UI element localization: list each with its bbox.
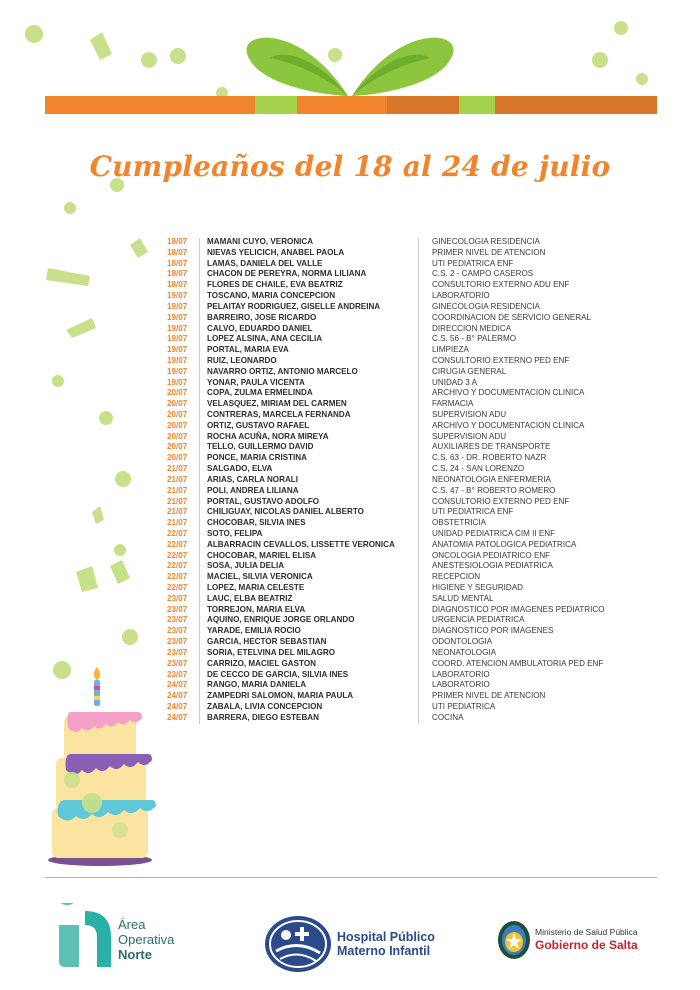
birthday-cake-illustration xyxy=(48,667,156,866)
birthday-date: 19/07 xyxy=(167,291,188,301)
birthday-date: 18/07 xyxy=(167,269,188,279)
service-name: COORDINACION DE SERVICIO GENERAL xyxy=(432,312,592,322)
service-name: LABORATORIO xyxy=(432,669,490,679)
employee-name: NIEVAS YELICICH, ANABEL PAOLA xyxy=(207,247,345,257)
employee-name: CONTRERAS, MARCELA FERNANDA xyxy=(207,410,351,419)
list-item xyxy=(167,464,647,475)
list-item xyxy=(167,475,647,486)
list-item xyxy=(167,237,647,248)
birthday-date: 20/07 xyxy=(167,388,188,398)
birthday-date: 18/07 xyxy=(167,237,188,246)
service-name: HIGIENE Y SEGURIDAD xyxy=(432,583,524,592)
birthday-date: 19/07 xyxy=(167,312,188,322)
list-item xyxy=(167,410,647,421)
service-name: CONSULTORIO EXTERNO PED ENF xyxy=(432,355,570,365)
employee-name: ALBARRACIN CEVALLOS, LISSETTE VERONICA xyxy=(207,539,395,549)
list-item xyxy=(167,648,647,659)
birthday-date: 18/07 xyxy=(167,258,188,268)
list-item xyxy=(167,561,647,572)
birthday-date: 21/07 xyxy=(167,485,188,495)
list-item xyxy=(167,399,647,410)
birthday-date: 19/07 xyxy=(167,345,188,355)
service-name: PRIMER NIVEL DE ATENCION xyxy=(432,691,546,701)
birthday-date: 23/07 xyxy=(167,626,188,636)
employee-name: CHILIGUAY, NICOLAS DANIEL ALBERTO xyxy=(207,507,364,517)
list-item xyxy=(167,713,647,724)
employee-name: SOTO, FELIPA xyxy=(207,528,263,538)
birthday-date: 24/07 xyxy=(167,691,188,701)
service-name: LIMPIEZA xyxy=(432,345,469,355)
list-item xyxy=(167,432,647,443)
service-name: C.S. 2 - CAMPO CASEROS xyxy=(432,269,534,279)
employee-name: CHACON DE PEREYRA, NORMA LILIANA xyxy=(207,269,367,279)
service-name: RECEPCION xyxy=(432,572,481,582)
service-name: AUXILIARES DE TRANSPORTE xyxy=(432,442,551,452)
employee-name: PORTAL, GUSTAVO ADOLFO xyxy=(207,496,320,506)
employee-name: RANGO, MARIA DANIELA xyxy=(207,680,307,690)
employee-name: YONAR, PAULA VICENTA xyxy=(207,377,305,387)
birthday-date: 21/07 xyxy=(167,474,188,484)
list-item xyxy=(167,356,647,367)
ribbon-segment xyxy=(387,96,459,114)
birthday-date: 22/07 xyxy=(167,550,188,560)
area-operativa-norte-logo xyxy=(118,917,174,962)
list-item xyxy=(167,551,647,562)
employee-name: YARADE, EMILIA ROCIO xyxy=(207,626,301,636)
list-item xyxy=(167,518,647,529)
birthday-date: 20/07 xyxy=(167,399,188,409)
employee-name: MACIEL, SILVIA VERONICA xyxy=(207,572,313,582)
list-item xyxy=(167,540,647,551)
list-item xyxy=(167,291,647,302)
service-name: ONCOLOGIA PEDIATRICO ENF xyxy=(432,550,551,560)
gobierno-salta-logo xyxy=(535,927,638,953)
service-name: C.S. 47 - B° ROBERTO ROMERO xyxy=(432,485,556,495)
birthday-date: 22/07 xyxy=(167,528,188,538)
list-item xyxy=(167,626,647,637)
service-name: ANATOMIA PATOLOGICA PEDIATRICA xyxy=(432,539,577,549)
employee-name: NAVARRO ORTIZ, ANTONIO MARCELO xyxy=(207,366,358,376)
birthday-date: 19/07 xyxy=(167,334,188,344)
service-name: GINECOLOGIA RESIDENCIA xyxy=(432,237,540,246)
birthday-date: 23/07 xyxy=(167,615,188,625)
service-name: UTI PEDIATRICA ENF xyxy=(432,258,514,268)
list-item xyxy=(167,605,647,616)
employee-name: PONCE, MARIA CRISTINA xyxy=(207,453,307,463)
service-name: C.S. 24 - SAN LORENZO xyxy=(432,464,525,474)
birthday-date: 20/07 xyxy=(167,453,188,463)
list-item xyxy=(167,302,647,313)
service-name: ARCHIVO Y DOCUMENTACION CLINICA xyxy=(432,420,585,430)
list-item xyxy=(167,378,647,389)
employee-name: FLORES DE CHAILE, EVA BEATRIZ xyxy=(207,280,343,290)
service-name: ODONTOLOGIA xyxy=(432,637,493,647)
birthday-date: 23/07 xyxy=(167,669,188,679)
service-name: NEONATOLOGIA xyxy=(432,647,497,657)
list-item xyxy=(167,637,647,648)
gift-ribbon xyxy=(45,96,657,114)
birthday-date: 20/07 xyxy=(167,420,188,430)
birthday-date: 23/07 xyxy=(167,658,188,668)
birthday-date: 23/07 xyxy=(167,604,188,614)
list-item xyxy=(167,572,647,583)
employee-name: SOSA, JULIA DELIA xyxy=(207,561,285,571)
employee-name: LOPEZ ALSINA, ANA CECILIA xyxy=(207,334,323,344)
birthday-date: 20/07 xyxy=(167,442,188,452)
birthday-date: 20/07 xyxy=(167,431,188,441)
area-line1: Área xyxy=(118,917,146,932)
list-item xyxy=(167,453,647,464)
gobierno-line1: Ministerio de Salud Pública xyxy=(535,927,638,937)
employee-name: BARREIRO, JOSE RICARDO xyxy=(207,312,317,322)
birthday-date: 22/07 xyxy=(167,572,188,582)
ribbon-segment xyxy=(255,96,297,114)
list-item xyxy=(167,659,647,670)
list-item xyxy=(167,486,647,497)
ribbon-segment xyxy=(45,96,255,114)
birthday-date: 21/07 xyxy=(167,518,188,528)
employee-name: AQUINO, ENRIQUE JORGE ORLANDO xyxy=(207,615,355,625)
birthday-date: 23/07 xyxy=(167,593,188,603)
employee-name: CHOCOBAR, MARIEL ELISA xyxy=(207,550,317,560)
list-item xyxy=(167,507,647,518)
hospital-line2: Materno Infantil xyxy=(337,944,431,958)
service-name: CONSULTORIO EXTERNO ADU ENF xyxy=(432,280,570,290)
hospital-logo xyxy=(337,930,435,958)
employee-name: TELLO, GUILLERMO DAVID xyxy=(207,442,314,452)
service-name: UTI PEDIATRICA ENF xyxy=(432,507,514,517)
service-name: DIAGNOSTICO POR IMAGENES PEDIATRICO xyxy=(432,604,605,614)
list-item xyxy=(167,259,647,270)
list-item xyxy=(167,680,647,691)
list-item xyxy=(167,583,647,594)
service-name: NEONATOLOGIA ENFERMERIA xyxy=(432,474,551,484)
service-name: CONSULTORIO EXTERNO PED ENF xyxy=(432,496,570,506)
birthday-date: 24/07 xyxy=(167,712,188,722)
birthday-date: 22/07 xyxy=(167,561,188,571)
service-name: CIRUGIA GENERAL xyxy=(432,366,507,376)
gift-bow xyxy=(246,38,453,96)
birthday-date: 23/07 xyxy=(167,647,188,657)
birthday-date: 19/07 xyxy=(167,301,188,311)
employee-name: SALGADO, ELVA xyxy=(207,464,273,474)
ribbon-segment xyxy=(459,96,495,114)
list-item xyxy=(167,615,647,626)
employee-name: VELASQUEZ, MIRIAM DEL CARMEN xyxy=(207,399,347,409)
service-name: UNIDAD 3 A xyxy=(432,377,477,387)
service-name: FARMACIA xyxy=(432,399,474,409)
confetti-strips xyxy=(46,32,148,592)
list-item xyxy=(167,670,647,681)
employee-name: DE CECCO DE GARCIA, SILVIA INES xyxy=(207,669,349,679)
list-item xyxy=(167,691,647,702)
service-name: C.S. 56 - B° PALERMO xyxy=(432,334,517,344)
employee-name: LAUC, ELBA BEATRIZ xyxy=(207,593,293,603)
birthday-date: 20/07 xyxy=(167,410,188,419)
employee-name: CHOCOBAR, SILVIA INES xyxy=(207,518,306,528)
area-line2: Operativa xyxy=(118,932,175,947)
employee-name: PORTAL, MARIA EVA xyxy=(207,345,289,355)
birthday-date: 22/07 xyxy=(167,539,188,549)
birthday-date: 19/07 xyxy=(167,355,188,365)
service-name: ARCHIVO Y DOCUMENTACION CLINICA xyxy=(432,388,585,398)
service-name: C.S. 63 - DR. ROBERTO NAZR xyxy=(432,453,547,463)
employee-name: ZABALA, LIVIA CONCEPCION xyxy=(207,701,323,711)
employee-name: SORIA, ETELVINA DEL MILAGRO xyxy=(207,647,336,657)
birthday-date: 21/07 xyxy=(167,507,188,517)
birthday-date: 18/07 xyxy=(167,247,188,257)
employee-name: LAMAS, DANIELA DEL VALLE xyxy=(207,258,323,268)
employee-name: LOPEZ, MARIA CELESTE xyxy=(207,583,305,592)
service-name: URGENCIA PEDIATRICA xyxy=(432,615,525,625)
service-name: UNIDAD PEDIATRICA CIM II ENF xyxy=(432,528,556,538)
employee-name: POLI, ANDREA LILIANA xyxy=(207,485,299,495)
ribbon-segment xyxy=(297,96,387,114)
service-name: COCINA xyxy=(432,712,464,722)
birthday-date: 24/07 xyxy=(167,701,188,711)
list-item xyxy=(167,269,647,280)
employee-name: RUIZ, LEONARDO xyxy=(207,355,277,365)
employee-name: BARRERA, DIEGO ESTEBAN xyxy=(207,712,319,722)
service-name: SALUD MENTAL xyxy=(432,593,494,603)
employee-name: PELAITAY RODRIGUEZ, GISELLE ANDREINA xyxy=(207,301,381,311)
gobierno-line2: Gobierno de Salta xyxy=(535,938,638,952)
service-name: LABORATORIO xyxy=(432,680,490,690)
list-item xyxy=(167,388,647,399)
employee-name: MAMANI CUYO, VERONICA xyxy=(207,237,314,246)
list-item xyxy=(167,421,647,432)
service-name: DIRECCION MEDICA xyxy=(432,323,512,333)
list-item xyxy=(167,702,647,713)
list-item xyxy=(167,334,647,345)
employee-name: CALVO, EDUARDO DANIEL xyxy=(207,323,313,333)
ribbon-segment xyxy=(495,96,657,114)
list-item xyxy=(167,313,647,324)
employee-name: ROCHA ACUÑA, NORA MIREYA xyxy=(207,431,329,441)
page-title: Cumpleaños del 18 al 24 de julio xyxy=(89,150,611,183)
birthday-date: 19/07 xyxy=(167,377,188,387)
list-item xyxy=(167,280,647,291)
employee-name: ARIAS, CARLA NORALI xyxy=(207,474,298,484)
hospital-line1: Hospital Público xyxy=(337,930,435,944)
service-name: PRIMER NIVEL DE ATENCION xyxy=(432,247,546,257)
area-line3: Norte xyxy=(118,947,152,962)
birthday-date: 21/07 xyxy=(167,464,188,474)
birthday-date: 24/07 xyxy=(167,680,188,690)
footer-divider xyxy=(45,877,657,878)
service-name: SUPERVISION ADU xyxy=(432,431,507,441)
service-name: UTI PEDIATRICA xyxy=(432,701,496,711)
list-item xyxy=(167,345,647,356)
birthday-date: 22/07 xyxy=(167,583,188,592)
area-operativa-norte-logo-icon xyxy=(55,903,115,969)
list-item xyxy=(167,324,647,335)
employee-name: CARRIZO, MACIEL GASTON xyxy=(207,658,316,668)
employee-name: TOSCANO, MARIA CONCEPCION xyxy=(207,291,336,301)
birthday-date: 19/07 xyxy=(167,323,188,333)
employee-name: TORREJON, MARIA ELVA xyxy=(207,604,306,614)
list-item xyxy=(167,594,647,605)
service-name: GINECOLOGIA RESIDENCIA xyxy=(432,301,540,311)
service-name: SUPERVISION ADU xyxy=(432,410,507,419)
birthday-list xyxy=(167,237,647,724)
list-item xyxy=(167,529,647,540)
service-name: ANESTESIOLOGIA PEDIATRICA xyxy=(432,561,553,571)
birthday-date: 19/07 xyxy=(167,366,188,376)
list-item xyxy=(167,367,647,378)
service-name: COORD. ATENCION AMBULATORIA PED ENF xyxy=(432,658,604,668)
salta-coat-of-arms-icon xyxy=(497,920,531,960)
birthday-date: 21/07 xyxy=(167,496,188,506)
employee-name: COPA, ZULMA ERMELINDA xyxy=(207,388,313,398)
employee-name: GARCIA, HECTOR SEBASTIAN xyxy=(207,637,327,647)
employee-name: ORTIZ, GUSTAVO RAFAEL xyxy=(207,420,310,430)
birthday-date: 23/07 xyxy=(167,637,188,647)
service-name: OBSTETRICIA xyxy=(432,518,486,528)
service-name: DIAGNOSTICO POR IMAGENES xyxy=(432,626,554,636)
employee-name: ZAMPEDRI SALOMON, MARIA PAULA xyxy=(207,691,354,701)
service-name: LABORATORIO xyxy=(432,291,490,301)
list-item xyxy=(167,497,647,508)
birthday-date: 18/07 xyxy=(167,280,188,290)
list-item xyxy=(167,442,647,453)
hospital-logo-icon xyxy=(264,915,332,973)
list-item xyxy=(167,248,647,259)
